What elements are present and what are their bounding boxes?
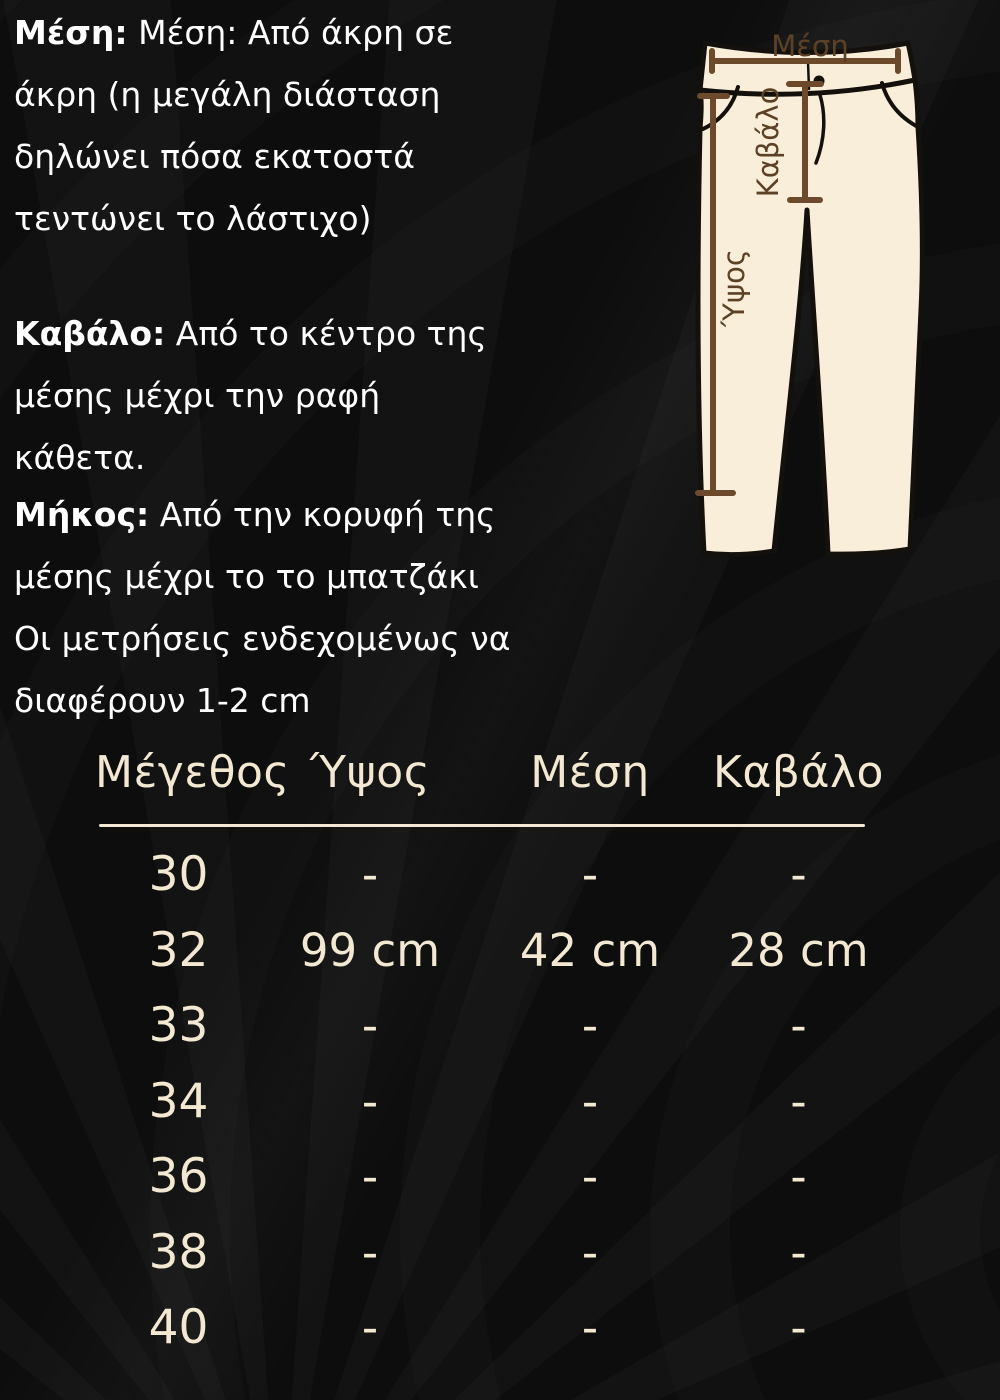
size-table [95,736,895,1366]
table-row [95,913,895,989]
size-cell: 30 [148,847,209,903]
waist-cell: - [581,1074,599,1128]
waist-cell: - [581,1301,599,1355]
crotch-measure-label: Καβάλο [751,86,785,198]
waist-cell: - [581,848,599,902]
crotch-cell: - [790,999,807,1053]
size-cell: 38 [148,1224,209,1280]
crotch-cell: - [790,1225,807,1279]
header-divider [99,824,865,827]
size-table-header-row [95,736,895,808]
table-row [95,988,895,1064]
column-header-crotch: Καβάλο [713,746,884,798]
crotch-cell: 28 cm [728,923,869,977]
height-cell: - [361,1150,379,1204]
crotch-cell: - [790,1301,807,1355]
size-cell: 40 [148,1300,209,1356]
measurement-tolerance-note: Οι μετρήσεις ενδεχομένως να διαφέρουν 1-2 cm [14,619,511,720]
waist-cell: 42 cm [519,923,661,977]
table-row [95,1215,895,1291]
column-header-waist: Μέση [530,746,650,798]
waist-term-label: Μέση: [14,13,128,52]
height-cell: - [361,999,379,1053]
table-row [95,1064,895,1140]
length-term-text: Από την κορυφή της μέσης μέχρι το το μπατζάκι [14,495,496,596]
table-row [95,1139,895,1215]
height-measure-label: Ύψος [717,249,751,327]
crotch-cell: - [790,848,807,902]
height-cell: - [361,1074,379,1128]
crotch-term-text: Από το κέντρο της μέσης μέχρι την ραφή κάθετα. [14,314,487,477]
column-header-height: Ύψος [309,746,431,798]
size-table-body [95,837,895,1366]
waist-cell: - [581,999,599,1053]
table-row [95,837,895,913]
crotch-definition-paragraph [14,303,519,489]
waist-cell: - [581,1225,599,1279]
crotch-cell: - [790,1150,807,1204]
size-cell: 32 [148,922,209,978]
size-cell: 33 [148,998,209,1054]
waist-measure-label: Μέση [771,29,849,63]
waist-definition-paragraph [14,2,519,250]
height-cell: - [361,1301,379,1355]
pants-measurement-diagram [660,10,1000,590]
size-cell: 34 [148,1073,209,1129]
height-cell: - [361,848,379,902]
length-definition-paragraph [14,484,519,732]
waist-term-text: Μέση: Από άκρη σε άκρη (η μεγάλη διάσταση δηλώνει πόσα εκατοστά τεντώνει το λάστιχο) [14,13,454,238]
crotch-cell: - [790,1074,807,1128]
table-row [95,1290,895,1366]
waist-cell: - [581,1150,599,1204]
height-cell: - [361,1225,379,1279]
size-cell: 36 [148,1149,209,1205]
column-header-size: Μέγεθος [95,746,290,798]
height-cell: 99 cm [299,923,441,977]
length-term-label: Μήκος: [14,495,150,534]
crotch-term-label: Καβάλο: [14,314,166,353]
